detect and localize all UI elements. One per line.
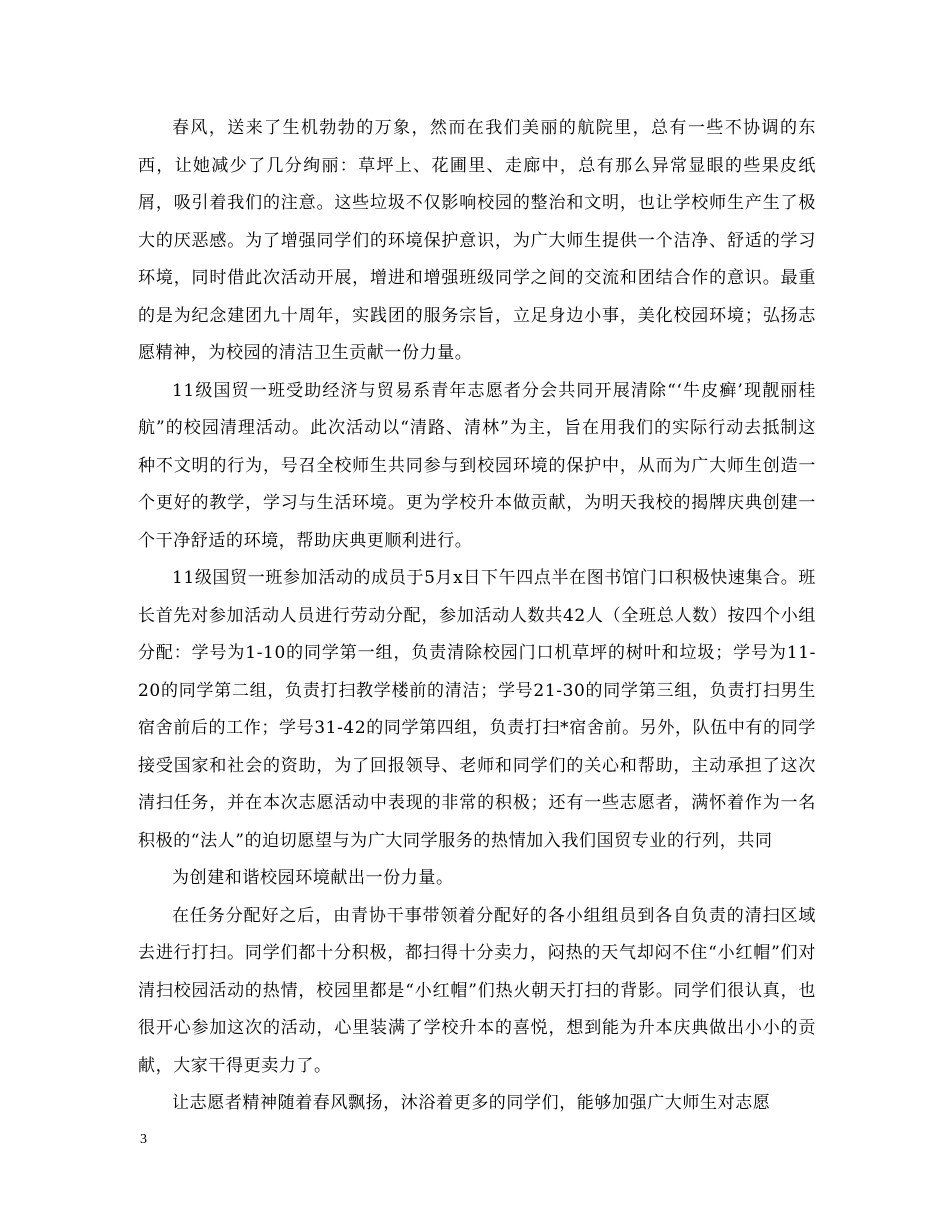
paragraph-closing: 让志愿者精神随着春风飘扬，沐浴着更多的同学们，能够加强广大师生对志愿 — [172, 1093, 771, 1113]
paragraph-cleaning: 在任务分配好之后，由青协干事带领着分配好的各小组组员到各自负责的清扫区域去进行打扫。同学们都十分积极，都扫得十分卖力，闷热的天气却闷不住“小红帽”们对清扫校园活动的热情，校园里都是“小红帽”们热火朝天打扫的背影。同学们很认真，也很开心参加这次的活动，心里装满了学校升本的喜悦，想到能为升本庆典做出小小的贡献，大家干得更卖力了。 — [138, 905, 816, 1076]
paragraph-members: 11级国贸一班参加活动的成员于5月x日下午四点半在图书馆门口积极快速集合。班长首先对参加活动人员进行劳动分配，参加活动人数共42人（全班总人数）按四个小组分配：学号为1-10的同学第一组，负责清除校园门口机草坪的树叶和垃圾；学号为11-20的同学第二组，负责打扫教学楼前的清洁；学号21-30的同学第三组，负责打扫男生宿舍前后的工作；学号31-42的同学第四组，负责打扫*宿舍前。另外，队伍中有的同学接受国家和社会的资助，为了回报领导、老师和同学们的关心和帮助，主动承担了这次清扫任务，并在本次志愿活动中表现的非常的积极；还有一些志愿者，满怀着作为一名积极的“法人”的迫切愿望与为广大同学服务的热情加入我们国贸专业的行列，共同 — [138, 568, 816, 851]
paragraph-activity: 11级国贸一班受助经济与贸易系青年志愿者分会共同开展清除“‘牛皮癣’现靓丽桂航”的校园清理活动。此次活动以“清路、清林”为主，旨在用我们的实际行动去抵制这种不文明的行为，号召全校师生共同参与到校园环境的保护中，从而为广大师生创造一个更好的教学，学习与生活环境。更为学校升本做贡献，为明天我校的揭牌庆典创建一个干净舒适的环境，帮助庆典更顺利进行。 — [138, 380, 816, 551]
page-number: 3 — [140, 1132, 147, 1147]
paragraph-contribution: 为创建和谐校园环境献出一份力量。 — [172, 868, 454, 888]
paragraph-intro: 春风，送来了生机勃勃的万象，然而在我们美丽的航院里，总有一些不协调的东西，让她减少了几分绚丽：草坪上、花圃里、走廊中，总有那么异常显眼的些果皮纸屑，吸引着我们的注意。这些垃圾不仅影响校园的整治和文明，也让学校师生产生了极大的厌恶感。为了增强同学们的环境保护意识，为广大师生提供一个洁净、舒适的学习环境，同时借此次活动开展，增进和增强班级同学之间的交流和团结合作的意识。最重的是为纪念建团九十周年，实践团的服务宗旨，立足身边小事，美化校园环境；弘扬志愿精神，为校园的清洁卫生贡献一份力量。 — [138, 118, 816, 363]
document-body — [138, 110, 816, 1123]
